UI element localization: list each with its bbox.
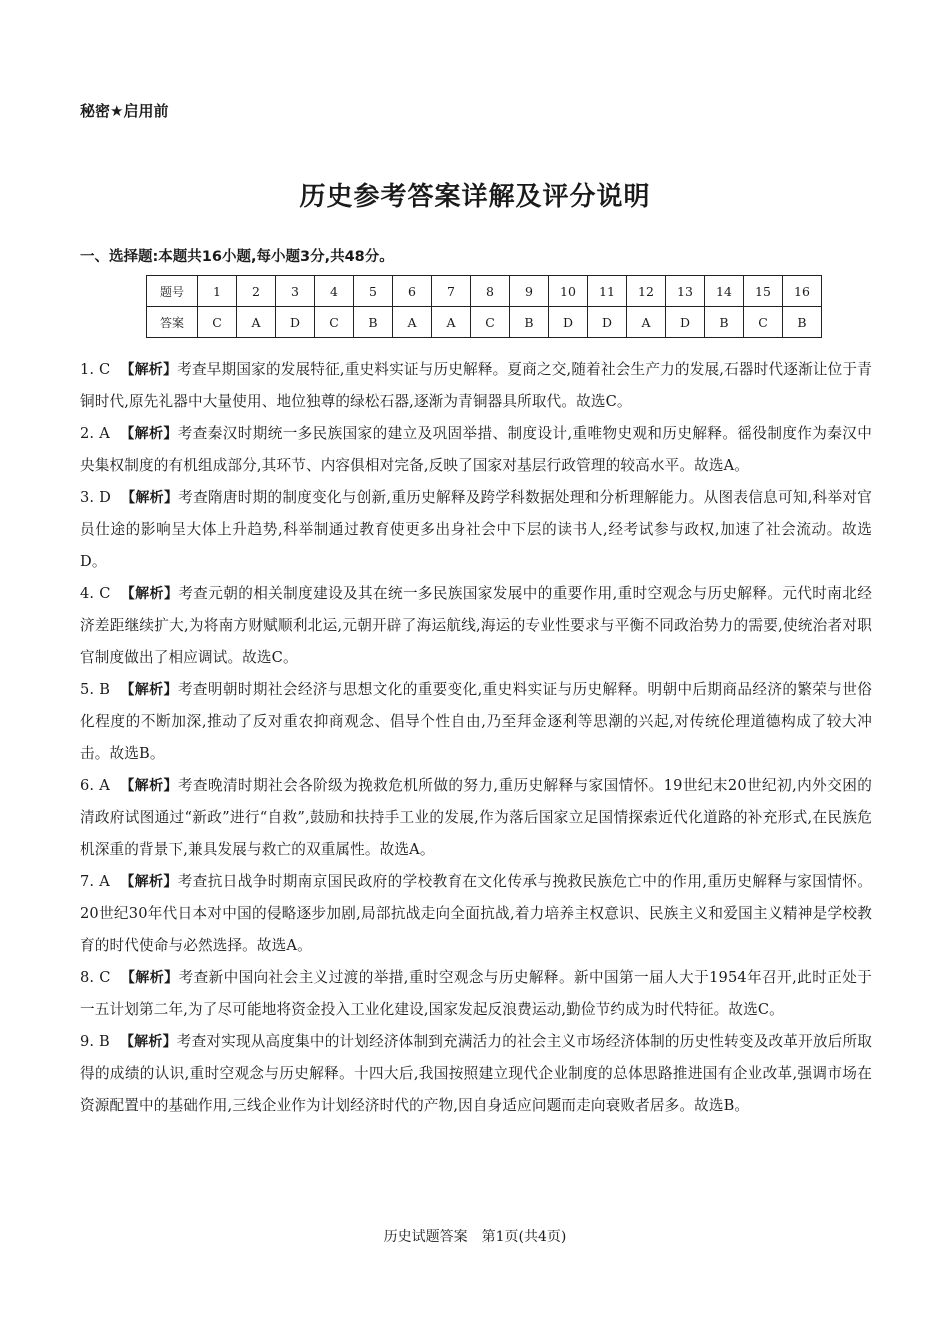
table-cell: 12 xyxy=(627,276,666,307)
table-cell: C xyxy=(315,307,354,338)
table-cell: B xyxy=(354,307,393,338)
table-cell: 8 xyxy=(471,276,510,307)
list-item xyxy=(80,578,872,674)
item-number: 9. B xyxy=(80,1033,110,1050)
item-number: 7. A xyxy=(80,873,110,890)
table-cell: C xyxy=(471,307,510,338)
table-cell: 10 xyxy=(549,276,588,307)
table-cell: 2 xyxy=(237,276,276,307)
item-text: 考查晚清时期社会各阶级为挽救危机所做的努力,重历史解释与家国情怀。19世纪末20世纪初,内外交困的清政府试图通过“新政”进行“自救”,鼓励和扶持手工业的发展,作为落后国家立足国情探索近代化道路的补充形式,在民族危机深重的背景下,兼具发展与救亡的双重属性。故选A。 xyxy=(80,777,872,858)
item-text: 考查隋唐时期的制度变化与创新,重历史解释及跨学科数据处理和分析理解能力。从图表信息可知,科举对官员仕途的影响呈大体上升趋势,科举制通过教育使更多出身社会中下层的读书人,经考试参与政权,加速了社会流动。故选D。 xyxy=(80,489,872,570)
table-cell: 16 xyxy=(783,276,822,307)
list-item xyxy=(80,418,872,482)
table-cell: 3 xyxy=(276,276,315,307)
table-cell: B xyxy=(510,307,549,338)
table-cell: 5 xyxy=(354,276,393,307)
item-tag: 【解析】 xyxy=(120,970,179,986)
table-cell: 9 xyxy=(510,276,549,307)
list-item xyxy=(80,1026,872,1122)
table-cell: A xyxy=(237,307,276,338)
item-number: 2. A xyxy=(80,425,110,442)
answer-explanations xyxy=(80,354,872,1122)
item-tag: 【解析】 xyxy=(121,490,179,506)
table-cell: 15 xyxy=(744,276,783,307)
table-row-numbers xyxy=(147,276,822,307)
list-item xyxy=(80,354,872,418)
item-text: 考查对实现从高度集中的计划经济体制到充满活力的社会主义市场经济体制的历史性转变及改革开放后所取得的成绩的认识,重时空观念与历史解释。十四大后,我国按照建立现代企业制度的总体思路推进国有企业改革,强调市场在资源配置中的基础作用,三线企业作为计划经济时代的产物,因自身适应问题而走向衰败者居多。故选B。 xyxy=(80,1033,872,1114)
table-cell: D xyxy=(549,307,588,338)
list-item xyxy=(80,866,872,962)
item-tag: 【解析】 xyxy=(119,1034,177,1050)
page-footer: 历史试题答案 第1页(共4页) xyxy=(383,1229,567,1245)
table-cell: B xyxy=(783,307,822,338)
list-item xyxy=(80,962,872,1026)
item-number: 5. B xyxy=(80,681,111,698)
item-text: 考查元朝的相关制度建设及其在统一多民族国家发展中的重要作用,重时空观念与历史解释。元代时南北经济差距继续扩大,为将南方财赋顺利北运,元朝开辟了海运航线,海运的专业性要求与平衡不同政治势力的需要,使统治者对职官制度做出了相应调试。故选C。 xyxy=(80,585,872,666)
list-item xyxy=(80,482,872,578)
table-cell: A xyxy=(432,307,471,338)
table-cell: 11 xyxy=(588,276,627,307)
table-cell: A xyxy=(393,307,432,338)
item-text: 考查秦汉时期统一多民族国家的建立及巩固举措、制度设计,重唯物史观和历史解释。徭役制度作为秦汉中央集权制度的有机组成部分,其环节、内容俱相对完备,反映了国家对基层行政管理的较高水平。故选A。 xyxy=(80,425,872,474)
item-tag: 【解析】 xyxy=(120,362,178,378)
list-item xyxy=(80,770,872,866)
table-cell: D xyxy=(276,307,315,338)
table-cell: A xyxy=(627,307,666,338)
table-cell: D xyxy=(666,307,705,338)
item-number: 4. C xyxy=(80,585,111,602)
table-cell: B xyxy=(705,307,744,338)
confidential-label: 秘密★启用前 xyxy=(80,102,169,120)
row-label-answers: 答案 xyxy=(147,307,198,338)
item-text: 考查新中国向社会主义过渡的举措,重时空观念与历史解释。新中国第一届人大于1954年召开,此时正处于一五计划第二年,为了尽可能地将资金投入工业化建设,国家发起反浪费运动,勤俭节约成为时代特征。故选C。 xyxy=(80,969,872,1018)
table-cell: 6 xyxy=(393,276,432,307)
item-tag: 【解析】 xyxy=(119,426,178,442)
table-cell: D xyxy=(588,307,627,338)
table-row-answers xyxy=(147,307,822,338)
item-number: 6. A xyxy=(80,777,110,794)
item-number: 8. C xyxy=(80,969,111,986)
page-title: 历史参考答案详解及评分说明 xyxy=(299,182,651,212)
row-label-numbers: 题号 xyxy=(147,276,198,307)
table-cell: 7 xyxy=(432,276,471,307)
item-tag: 【解析】 xyxy=(119,778,178,794)
table-cell: 13 xyxy=(666,276,705,307)
table-cell: 1 xyxy=(198,276,237,307)
item-text: 考查抗日战争时期南京国民政府的学校教育在文化传承与挽救民族危亡中的作用,重历史解释与家国情怀。20世纪30年代日本对中国的侵略逐步加剧,局部抗战走向全面抗战,着力培养主权意识、民族主义和爱国主义精神是学校教育的时代使命与必然选择。故选A。 xyxy=(80,873,872,954)
item-text: 考查明朝时期社会经济与思想文化的重要变化,重史料实证与历史解释。明朝中后期商品经济的繁荣与世俗化程度的不断加深,推动了反对重农抑商观念、倡导个性自由,乃至拜金逐利等思潮的兴起,对传统伦理道德构成了较大冲击。故选B。 xyxy=(80,681,873,762)
table-cell: 4 xyxy=(315,276,354,307)
item-tag: 【解析】 xyxy=(120,586,179,602)
table-cell: 14 xyxy=(705,276,744,307)
table-cell: C xyxy=(744,307,783,338)
table-cell: C xyxy=(198,307,237,338)
item-text: 考查早期国家的发展特征,重史料实证与历史解释。夏商之交,随着社会生产力的发展,石器时代逐渐让位于青铜时代,原先礼器中大量使用、地位独尊的绿松石器,逐渐为青铜器具所取代。故选C。 xyxy=(80,361,872,410)
item-number: 3. D xyxy=(80,489,111,506)
list-item xyxy=(80,674,872,770)
item-tag: 【解析】 xyxy=(120,682,178,698)
item-tag: 【解析】 xyxy=(119,874,178,890)
section-heading: 一、选择题:本题共16小题,每小题3分,共48分。 xyxy=(80,249,394,265)
item-number: 1. C xyxy=(80,361,111,378)
answer-table xyxy=(146,275,822,338)
